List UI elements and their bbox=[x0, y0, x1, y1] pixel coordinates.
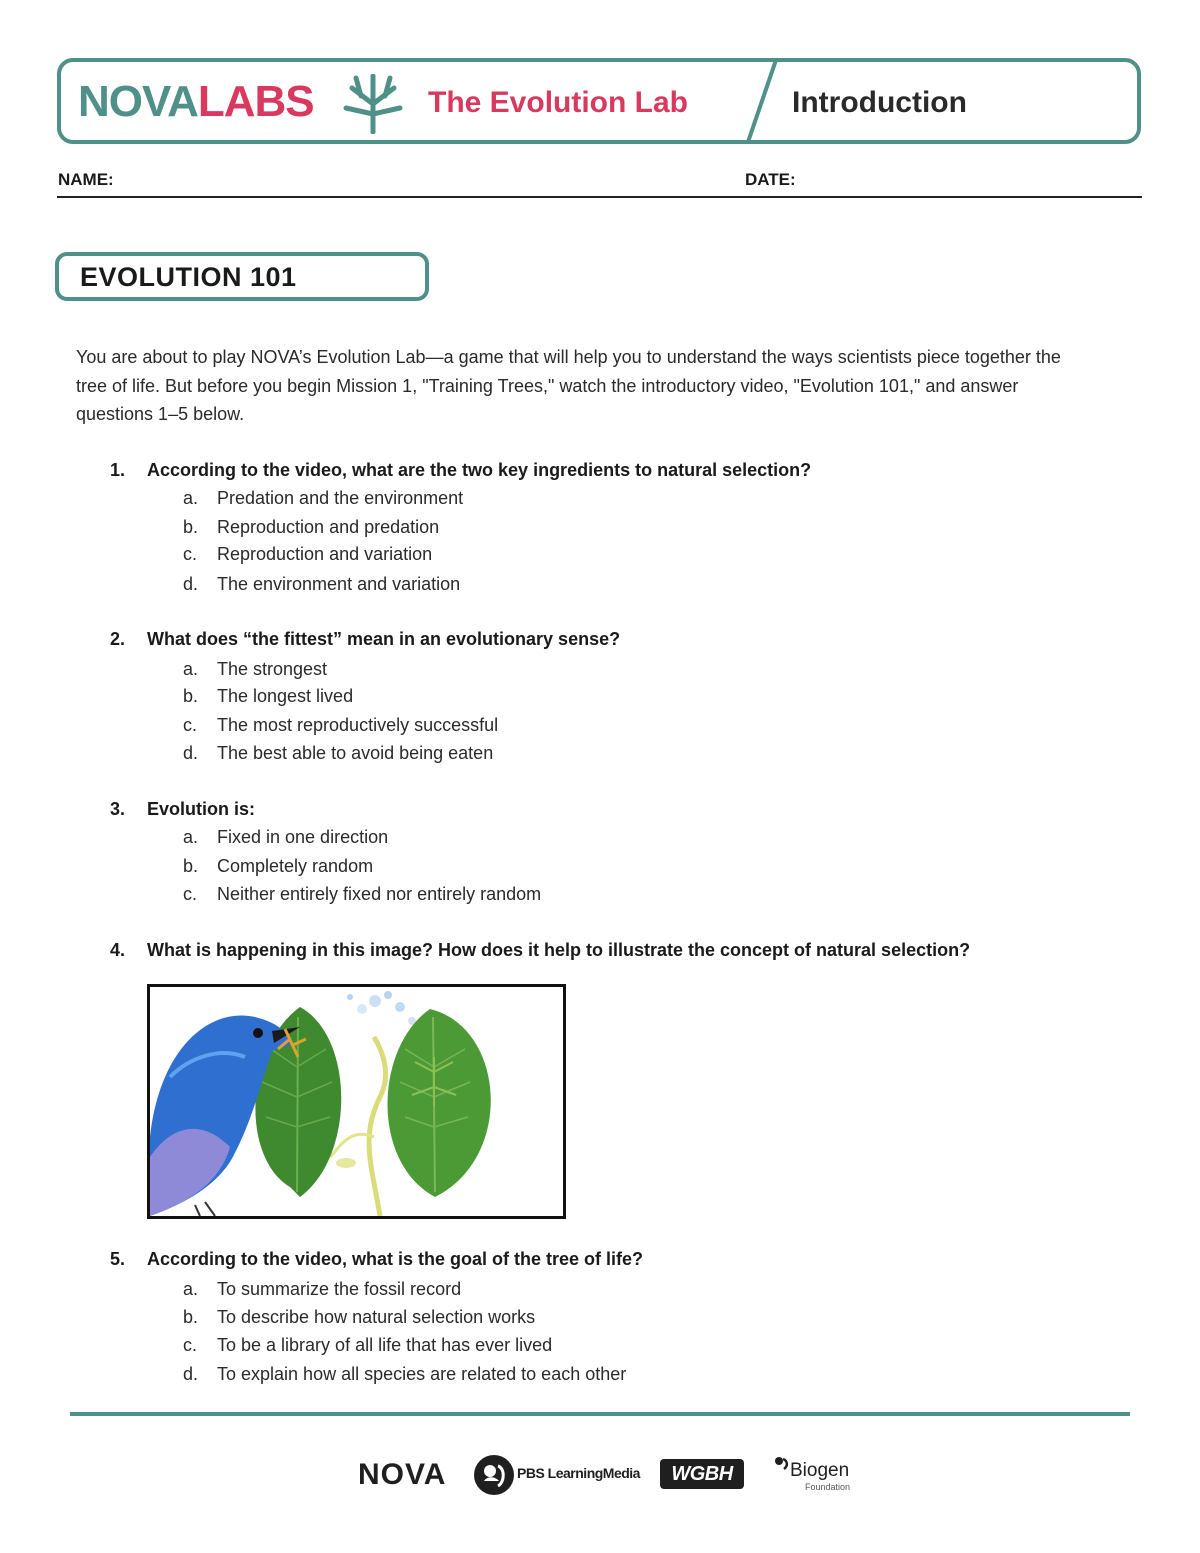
option-text: The longest lived bbox=[217, 686, 354, 706]
footer-rule bbox=[70, 1412, 1130, 1416]
option-text: Fixed in one direction bbox=[217, 827, 389, 847]
option-5b bbox=[183, 1304, 535, 1330]
question-text: According to the video, what is the goal of the tree of life? bbox=[147, 1249, 644, 1269]
header-divider bbox=[740, 58, 790, 144]
option-letter: c. bbox=[183, 544, 198, 564]
intro-paragraph: You are about to play NOVA’s Evolution Lab—a game that will help you to understand the ways scientists piece together the tree of life. But before you begin Mission 1, "Training Trees," watch the introductory video, "Evolution 101," and answer questions 1–5 below. bbox=[76, 347, 1061, 424]
option-5a bbox=[183, 1276, 461, 1302]
question-text: What is happening in this image? How does it help to illustrate the concept of natural selection? bbox=[147, 940, 971, 960]
option-3b bbox=[183, 853, 373, 879]
option-text: To describe how natural selection works bbox=[217, 1307, 536, 1327]
option-text: The most reproductively successful bbox=[217, 715, 499, 735]
question-text: What does “the fittest” mean in an evolutionary sense? bbox=[147, 629, 621, 649]
option-text: Reproduction and variation bbox=[217, 544, 433, 564]
question-number: 1. bbox=[110, 460, 126, 480]
question-5 bbox=[110, 1246, 643, 1272]
header-section-title: Introduction bbox=[792, 86, 967, 119]
option-letter: d. bbox=[183, 743, 199, 763]
name-date-rule bbox=[57, 196, 1142, 198]
option-text: Predation and the environment bbox=[217, 488, 464, 508]
option-letter: b. bbox=[183, 1307, 199, 1327]
question-3 bbox=[110, 796, 255, 822]
name-label: NAME: bbox=[58, 170, 114, 189]
option-text: To be a library of all life that has ever lived bbox=[217, 1335, 553, 1355]
option-text: To summarize the fossil record bbox=[217, 1279, 462, 1299]
option-2c bbox=[183, 712, 498, 738]
option-text: The best able to avoid being eaten bbox=[217, 743, 494, 763]
biogen-logo: Biogen bbox=[790, 1460, 850, 1481]
option-text: Reproduction and predation bbox=[217, 517, 440, 537]
biogen-mark-icon bbox=[774, 1456, 790, 1470]
option-letter: d. bbox=[183, 1364, 199, 1384]
lab-title: The Evolution Lab bbox=[428, 86, 688, 119]
option-letter: c. bbox=[183, 1335, 198, 1355]
option-letter: a. bbox=[183, 1279, 199, 1299]
date-label: DATE: bbox=[745, 170, 796, 189]
option-letter: c. bbox=[183, 715, 198, 735]
option-letter: b. bbox=[183, 686, 199, 706]
option-1c bbox=[183, 541, 432, 567]
option-letter: b. bbox=[183, 517, 199, 537]
question-number: 2. bbox=[110, 629, 126, 649]
option-letter: a. bbox=[183, 488, 199, 508]
pbs-head-icon bbox=[473, 1454, 515, 1496]
option-5c bbox=[183, 1332, 552, 1358]
option-2d bbox=[183, 740, 493, 766]
bird-leaf-photo bbox=[147, 984, 566, 1219]
pbs-learningmedia-logo: PBS LearningMedia bbox=[517, 1465, 640, 1481]
nova-footer-logo: NOVA bbox=[358, 1458, 447, 1491]
question-2 bbox=[110, 626, 620, 652]
option-letter: b. bbox=[183, 856, 199, 876]
nova-labs-logo bbox=[78, 78, 314, 126]
question-4 bbox=[110, 937, 970, 963]
bird-leaf-illustration bbox=[150, 987, 563, 1216]
question-number: 4. bbox=[110, 940, 126, 960]
option-text: To explain how all species are related to each other bbox=[217, 1364, 627, 1384]
option-1b bbox=[183, 514, 439, 540]
question-number: 5. bbox=[110, 1249, 126, 1269]
option-1a bbox=[183, 485, 463, 511]
question-text: Evolution is: bbox=[147, 799, 255, 819]
option-2b bbox=[183, 683, 353, 709]
logo-nova-text: NOVA bbox=[78, 77, 198, 126]
question-text: According to the video, what are the two key ingredients to natural selection? bbox=[147, 460, 812, 480]
tree-icon bbox=[340, 74, 406, 134]
option-text: Neither entirely fixed nor entirely random bbox=[217, 884, 542, 904]
option-text: The strongest bbox=[217, 659, 328, 679]
logo-labs-text: LABS bbox=[197, 77, 314, 126]
option-letter: c. bbox=[183, 884, 198, 904]
option-text: The environment and variation bbox=[217, 574, 461, 594]
option-2a bbox=[183, 656, 327, 682]
wgbh-logo: WGBH bbox=[660, 1459, 744, 1489]
option-letter: a. bbox=[183, 659, 199, 679]
option-letter: d. bbox=[183, 574, 199, 594]
section-heading: EVOLUTION 101 bbox=[80, 262, 297, 292]
option-3a bbox=[183, 824, 388, 850]
option-3c bbox=[183, 881, 541, 907]
option-text: Completely random bbox=[217, 856, 374, 876]
biogen-foundation-label: Foundation bbox=[805, 1482, 851, 1492]
question-1 bbox=[110, 457, 811, 483]
option-1d bbox=[183, 571, 460, 597]
option-5d bbox=[183, 1361, 626, 1387]
question-number: 3. bbox=[110, 799, 126, 819]
option-letter: a. bbox=[183, 827, 199, 847]
